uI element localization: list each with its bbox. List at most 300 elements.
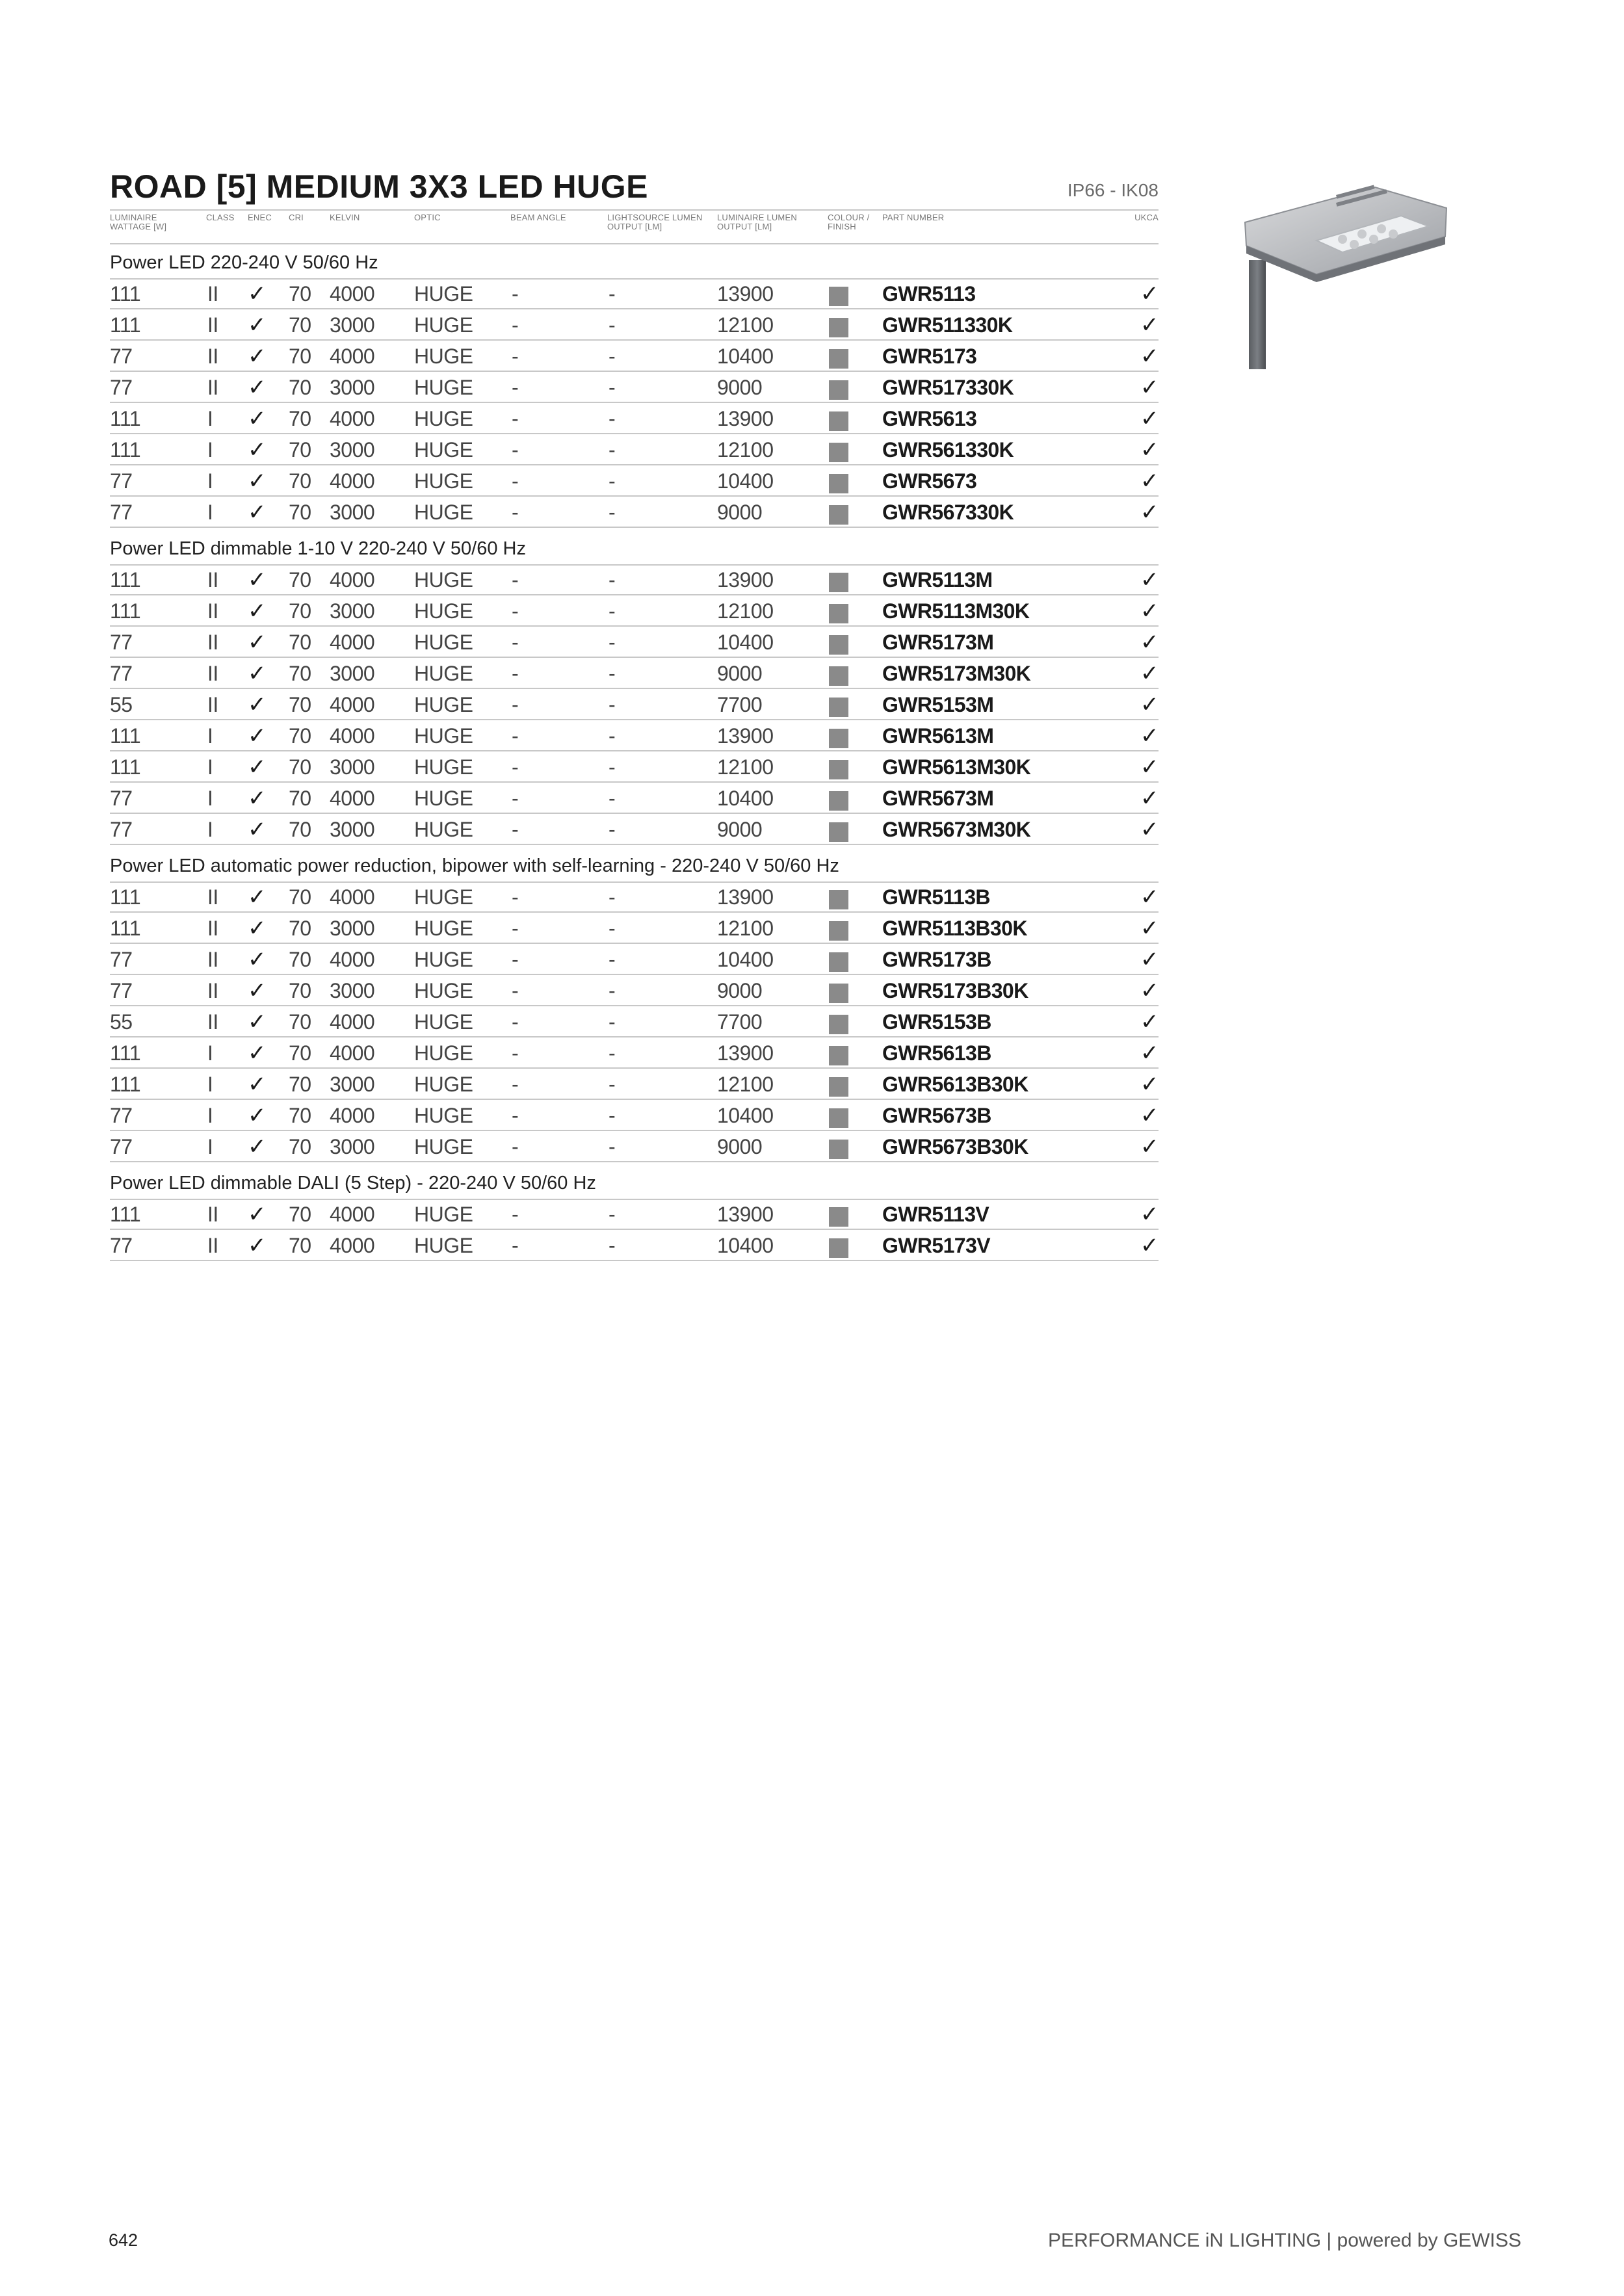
cell-optic: HUGE: [414, 282, 473, 306]
cell-ukca: ✓: [1140, 630, 1159, 655]
cell-luminaire-lumen: 13900: [717, 282, 774, 306]
colour-swatch: [829, 890, 848, 909]
cell-lightsource-lumen: -: [609, 376, 616, 399]
cell-class: I: [207, 1104, 213, 1127]
pole-shape: [1249, 260, 1266, 369]
colour-swatch: [829, 505, 848, 525]
cell-beam-angle: -: [512, 755, 519, 779]
cell-wattage: 111: [110, 1041, 141, 1065]
colour-swatch: [829, 1238, 848, 1258]
cell-optic: HUGE: [414, 376, 473, 399]
cell-ukca: ✓: [1140, 281, 1159, 306]
cell-luminaire-lumen: 13900: [717, 885, 774, 909]
header-ukca: UKCA: [1134, 213, 1159, 222]
cell-kelvin: 3000: [330, 599, 375, 623]
colour-swatch: [829, 349, 848, 369]
cell-enec: ✓: [248, 406, 266, 431]
cell-lightsource-lumen: -: [609, 438, 616, 462]
cell-beam-angle: -: [512, 438, 519, 462]
cell-part-number: GWR5113B: [882, 885, 990, 909]
cell-kelvin: 4000: [330, 948, 375, 971]
cell-wattage: 77: [110, 631, 133, 654]
cell-part-number: GWR5613: [882, 407, 977, 430]
cell-beam-angle: -: [512, 599, 519, 623]
cell-class: II: [207, 885, 218, 909]
cell-part-number: GWR5113V: [882, 1203, 989, 1226]
cell-luminaire-lumen: 10400: [717, 1104, 774, 1127]
cell-class: II: [207, 345, 218, 368]
cell-luminaire-lumen: 13900: [717, 1203, 774, 1226]
cell-lightsource-lumen: -: [609, 501, 616, 524]
cell-beam-angle: -: [512, 282, 519, 306]
cell-ukca: ✓: [1140, 885, 1159, 909]
cell-cri: 70: [289, 1073, 311, 1096]
cell-ukca: ✓: [1140, 567, 1159, 592]
cell-luminaire-lumen: 13900: [717, 724, 774, 748]
cell-cri: 70: [289, 755, 311, 779]
cell-beam-angle: -: [512, 787, 519, 810]
cell-enec: ✓: [248, 885, 266, 909]
cell-cri: 70: [289, 1203, 311, 1226]
cell-enec: ✓: [248, 375, 266, 400]
cell-cri: 70: [289, 787, 311, 810]
cell-wattage: 77: [110, 501, 133, 524]
cell-lightsource-lumen: -: [609, 948, 616, 971]
cell-beam-angle: -: [512, 1041, 519, 1065]
table-row: [110, 341, 1159, 372]
cell-cri: 70: [289, 885, 311, 909]
cell-lightsource-lumen: -: [609, 755, 616, 779]
table-row: [110, 627, 1159, 658]
cell-wattage: 77: [110, 787, 133, 810]
group-title: Power LED dimmable 1-10 V 220-240 V 50/60 Hz: [110, 538, 526, 559]
cell-wattage: 111: [110, 1073, 141, 1096]
cell-kelvin: 4000: [330, 1041, 375, 1065]
cell-cri: 70: [289, 407, 311, 430]
cell-part-number: GWR5613M30K: [882, 755, 1031, 779]
table-row: [110, 1006, 1159, 1037]
cell-part-number: GWR5673M30K: [882, 818, 1031, 841]
cell-optic: HUGE: [414, 568, 473, 592]
table-row: [110, 783, 1159, 814]
cell-cri: 70: [289, 438, 311, 462]
header-part-number: PART NUMBER: [882, 213, 945, 222]
colour-swatch: [829, 380, 848, 400]
colour-swatch: [829, 1140, 848, 1159]
colour-swatch: [829, 822, 848, 842]
cell-ukca: ✓: [1140, 947, 1159, 972]
table-row: [110, 913, 1159, 944]
cell-enec: ✓: [248, 1202, 266, 1227]
cell-wattage: 55: [110, 1010, 133, 1034]
cell-enec: ✓: [248, 344, 266, 369]
cell-lightsource-lumen: -: [609, 917, 616, 940]
cell-enec: ✓: [248, 786, 266, 811]
cell-beam-angle: -: [512, 1010, 519, 1034]
cell-enec: ✓: [248, 1041, 266, 1065]
cell-beam-angle: -: [512, 469, 519, 493]
cell-luminaire-lumen: 12100: [717, 313, 774, 337]
table-row: [110, 278, 1159, 309]
cell-enec: ✓: [248, 755, 266, 779]
cell-optic: HUGE: [414, 662, 473, 685]
cell-part-number: GWR5173: [882, 345, 977, 368]
cell-lightsource-lumen: -: [609, 345, 616, 368]
cell-cri: 70: [289, 631, 311, 654]
cell-kelvin: 4000: [330, 407, 375, 430]
cell-enec: ✓: [248, 1134, 266, 1159]
cell-cri: 70: [289, 1041, 311, 1065]
cell-enec: ✓: [248, 437, 266, 462]
colour-swatch: [829, 1046, 848, 1065]
cell-kelvin: 3000: [330, 755, 375, 779]
cell-optic: HUGE: [414, 948, 473, 971]
cell-kelvin: 4000: [330, 693, 375, 716]
header-enec: ENEC: [248, 213, 272, 222]
cell-class: I: [207, 1073, 213, 1096]
cell-cri: 70: [289, 568, 311, 592]
cell-beam-angle: -: [512, 345, 519, 368]
cell-class: II: [207, 1203, 218, 1226]
cell-ukca: ✓: [1140, 469, 1159, 493]
cell-part-number: GWR5673B30K: [882, 1135, 1028, 1158]
cell-class: I: [207, 755, 213, 779]
cell-wattage: 77: [110, 948, 133, 971]
cell-part-number: GWR5613B30K: [882, 1073, 1028, 1096]
cell-lightsource-lumen: -: [609, 693, 616, 716]
cell-wattage: 111: [110, 599, 141, 623]
cell-ukca: ✓: [1140, 1134, 1159, 1159]
cell-cri: 70: [289, 693, 311, 716]
cell-optic: HUGE: [414, 1073, 473, 1096]
table-row: [110, 720, 1159, 751]
cell-lightsource-lumen: -: [609, 1010, 616, 1034]
cell-kelvin: 4000: [330, 724, 375, 748]
cell-optic: HUGE: [414, 345, 473, 368]
cell-enec: ✓: [248, 630, 266, 655]
cell-class: II: [207, 313, 218, 337]
cell-lightsource-lumen: -: [609, 979, 616, 1002]
cell-cri: 70: [289, 818, 311, 841]
cell-ukca: ✓: [1140, 724, 1159, 748]
cell-beam-angle: -: [512, 376, 519, 399]
cell-luminaire-lumen: 12100: [717, 438, 774, 462]
colour-swatch: [829, 1015, 848, 1034]
table-header: [110, 213, 1159, 242]
cell-part-number: GWR5173M30K: [882, 662, 1031, 685]
cell-part-number: GWR517330K: [882, 376, 1014, 399]
cell-enec: ✓: [248, 1103, 266, 1128]
colour-swatch: [829, 287, 848, 306]
cell-optic: HUGE: [414, 979, 473, 1002]
cell-ukca: ✓: [1140, 313, 1159, 337]
colour-swatch: [829, 921, 848, 941]
cell-enec: ✓: [248, 469, 266, 493]
cell-ukca: ✓: [1140, 755, 1159, 779]
cell-optic: HUGE: [414, 724, 473, 748]
cell-beam-angle: -: [512, 1104, 519, 1127]
cell-kelvin: 3000: [330, 1073, 375, 1096]
cell-beam-angle: -: [512, 313, 519, 337]
cell-part-number: GWR5673: [882, 469, 977, 493]
cell-luminaire-lumen: 10400: [717, 1234, 774, 1257]
cell-optic: HUGE: [414, 1104, 473, 1127]
cell-ukca: ✓: [1140, 437, 1159, 462]
cell-wattage: 77: [110, 1234, 133, 1257]
table-row: [110, 1199, 1159, 1230]
cell-ukca: ✓: [1140, 786, 1159, 811]
cell-class: II: [207, 631, 218, 654]
cell-ukca: ✓: [1140, 1072, 1159, 1097]
header-optic: OPTIC: [414, 213, 441, 222]
cell-beam-angle: -: [512, 501, 519, 524]
cell-luminaire-lumen: 9000: [717, 1135, 763, 1158]
group-title: Power LED automatic power reduction, bipower with self-learning - 220-240 V 50/60 Hz: [110, 855, 839, 876]
colour-swatch: [829, 1108, 848, 1128]
cell-optic: HUGE: [414, 599, 473, 623]
cell-optic: HUGE: [414, 1203, 473, 1226]
cell-wattage: 111: [110, 885, 141, 909]
cell-class: I: [207, 469, 213, 493]
cell-part-number: GWR5113: [882, 282, 976, 306]
table-row: [110, 309, 1159, 341]
table-row: [110, 658, 1159, 689]
cell-beam-angle: -: [512, 948, 519, 971]
cell-ukca: ✓: [1140, 1103, 1159, 1128]
table-row: [110, 564, 1159, 595]
cell-luminaire-lumen: 12100: [717, 755, 774, 779]
cell-part-number: GWR5153M: [882, 693, 994, 716]
cell-wattage: 77: [110, 376, 133, 399]
cell-wattage: 77: [110, 818, 133, 841]
table-row: [110, 434, 1159, 465]
cell-luminaire-lumen: 13900: [717, 407, 774, 430]
cell-wattage: 111: [110, 282, 141, 306]
cell-part-number: GWR5113M30K: [882, 599, 1030, 623]
cell-kelvin: 4000: [330, 469, 375, 493]
cell-optic: HUGE: [414, 1135, 473, 1158]
cell-optic: HUGE: [414, 438, 473, 462]
cell-lightsource-lumen: -: [609, 568, 616, 592]
cell-kelvin: 3000: [330, 917, 375, 940]
cell-kelvin: 4000: [330, 345, 375, 368]
cell-class: II: [207, 693, 218, 716]
table-row: [110, 814, 1159, 845]
cell-beam-angle: -: [512, 1203, 519, 1226]
cell-kelvin: 4000: [330, 1010, 375, 1034]
cell-wattage: 77: [110, 1104, 133, 1127]
cell-ukca: ✓: [1140, 375, 1159, 400]
cell-part-number: GWR5173B: [882, 948, 991, 971]
cell-optic: HUGE: [414, 313, 473, 337]
cell-luminaire-lumen: 7700: [717, 693, 763, 716]
header-beam-angle: BEAM ANGLE: [510, 213, 566, 222]
cell-kelvin: 4000: [330, 1234, 375, 1257]
protection-rating: IP66 - IK08: [1067, 180, 1159, 200]
cell-ukca: ✓: [1140, 916, 1159, 941]
cell-optic: HUGE: [414, 501, 473, 524]
cell-optic: HUGE: [414, 631, 473, 654]
table-row: [110, 1037, 1159, 1069]
cell-ukca: ✓: [1140, 661, 1159, 686]
cell-lightsource-lumen: -: [609, 313, 616, 337]
table-row: [110, 944, 1159, 975]
cell-enec: ✓: [248, 1010, 266, 1034]
footer-brand: PERFORMANCE iN LIGHTING | powered by GEWISS: [1048, 2230, 1521, 2251]
cell-enec: ✓: [248, 313, 266, 337]
table-row: [110, 751, 1159, 783]
cell-beam-angle: -: [512, 662, 519, 685]
cell-wattage: 77: [110, 979, 133, 1002]
header-colour-finish: COLOUR / FINISH: [828, 213, 870, 231]
cell-part-number: GWR5673B: [882, 1104, 991, 1127]
cell-lightsource-lumen: -: [609, 818, 616, 841]
title-divider: [110, 209, 1159, 211]
group-title: Power LED 220-240 V 50/60 Hz: [110, 252, 378, 273]
colour-swatch: [829, 443, 848, 462]
table-row: [110, 465, 1159, 497]
cell-wattage: 111: [110, 568, 141, 592]
cell-beam-angle: -: [512, 693, 519, 716]
cell-beam-angle: -: [512, 818, 519, 841]
cell-cri: 70: [289, 599, 311, 623]
table-row: [110, 1131, 1159, 1162]
cell-class: II: [207, 599, 218, 623]
cell-cri: 70: [289, 1135, 311, 1158]
cell-class: I: [207, 438, 213, 462]
cell-lightsource-lumen: -: [609, 1135, 616, 1158]
cell-ukca: ✓: [1140, 1202, 1159, 1227]
cell-luminaire-lumen: 10400: [717, 948, 774, 971]
cell-optic: HUGE: [414, 917, 473, 940]
cell-wattage: 111: [110, 438, 141, 462]
cell-class: II: [207, 376, 218, 399]
header-kelvin: KELVIN: [330, 213, 360, 222]
header-wattage: LUMINAIRE WATTAGE [W]: [110, 213, 167, 231]
cell-kelvin: 4000: [330, 568, 375, 592]
cell-lightsource-lumen: -: [609, 469, 616, 493]
cell-lightsource-lumen: -: [609, 662, 616, 685]
colour-swatch: [829, 698, 848, 717]
cell-optic: HUGE: [414, 1041, 473, 1065]
cell-part-number: GWR5113M: [882, 568, 993, 592]
cell-ukca: ✓: [1140, 599, 1159, 623]
cell-enec: ✓: [248, 1233, 266, 1258]
cell-kelvin: 4000: [330, 282, 375, 306]
cell-enec: ✓: [248, 978, 266, 1003]
table-row: [110, 497, 1159, 528]
cell-class: I: [207, 787, 213, 810]
cell-kelvin: 3000: [330, 818, 375, 841]
cell-wattage: 77: [110, 1135, 133, 1158]
cell-beam-angle: -: [512, 1073, 519, 1096]
cell-lightsource-lumen: -: [609, 1104, 616, 1127]
header-luminaire-lumen: LUMINAIRE LUMEN OUTPUT [LM]: [717, 213, 797, 231]
cell-part-number: GWR5173M: [882, 631, 994, 654]
cell-cri: 70: [289, 979, 311, 1002]
cell-beam-angle: -: [512, 407, 519, 430]
cell-enec: ✓: [248, 567, 266, 592]
cell-beam-angle: -: [512, 979, 519, 1002]
table-row: [110, 689, 1159, 720]
cell-ukca: ✓: [1140, 692, 1159, 717]
cell-optic: HUGE: [414, 885, 473, 909]
cell-cri: 70: [289, 948, 311, 971]
cell-kelvin: 4000: [330, 885, 375, 909]
cell-lightsource-lumen: -: [609, 1073, 616, 1096]
cell-enec: ✓: [248, 1072, 266, 1097]
header-divider: [110, 243, 1159, 244]
cell-luminaire-lumen: 10400: [717, 787, 774, 810]
cell-luminaire-lumen: 12100: [717, 599, 774, 623]
table-row: [110, 1069, 1159, 1100]
cell-beam-angle: -: [512, 1234, 519, 1257]
colour-swatch: [829, 791, 848, 811]
cell-optic: HUGE: [414, 1010, 473, 1034]
cell-ukca: ✓: [1140, 1233, 1159, 1258]
cell-luminaire-lumen: 13900: [717, 1041, 774, 1065]
cell-cri: 70: [289, 376, 311, 399]
cell-wattage: 111: [110, 407, 141, 430]
colour-swatch: [829, 984, 848, 1003]
cell-ukca: ✓: [1140, 500, 1159, 525]
cell-luminaire-lumen: 10400: [717, 469, 774, 493]
luminaire-image: [1238, 182, 1460, 377]
cell-cri: 70: [289, 1234, 311, 1257]
cell-part-number: GWR5673M: [882, 787, 994, 810]
table-row: [110, 595, 1159, 627]
table-row: [110, 881, 1159, 913]
table-row: [110, 403, 1159, 434]
cell-part-number: GWR561330K: [882, 438, 1014, 462]
cell-class: I: [207, 724, 213, 748]
cell-optic: HUGE: [414, 787, 473, 810]
page-number: 642: [109, 2230, 138, 2250]
cell-part-number: GWR5173B30K: [882, 979, 1028, 1002]
cell-ukca: ✓: [1140, 406, 1159, 431]
cell-wattage: 77: [110, 662, 133, 685]
colour-swatch: [829, 604, 848, 623]
cell-wattage: 77: [110, 469, 133, 493]
cell-lightsource-lumen: -: [609, 631, 616, 654]
cell-optic: HUGE: [414, 693, 473, 716]
colour-swatch: [829, 1077, 848, 1097]
cell-cri: 70: [289, 1010, 311, 1034]
cell-lightsource-lumen: -: [609, 724, 616, 748]
cell-kelvin: 3000: [330, 438, 375, 462]
cell-wattage: 111: [110, 724, 141, 748]
cell-cri: 70: [289, 345, 311, 368]
table-row: [110, 1230, 1159, 1261]
cell-class: II: [207, 282, 218, 306]
cell-lightsource-lumen: -: [609, 1234, 616, 1257]
cell-part-number: GWR511330K: [882, 313, 1013, 337]
cell-class: II: [207, 662, 218, 685]
cell-enec: ✓: [248, 692, 266, 717]
colour-swatch: [829, 666, 848, 686]
cell-wattage: 111: [110, 313, 141, 337]
cell-part-number: GWR5613B: [882, 1041, 991, 1065]
cell-luminaire-lumen: 9000: [717, 818, 763, 841]
page-title: ROAD [5] MEDIUM 3X3 LED HUGE: [110, 168, 648, 205]
cell-class: II: [207, 948, 218, 971]
cell-lightsource-lumen: -: [609, 282, 616, 306]
colour-swatch: [829, 760, 848, 779]
cell-ukca: ✓: [1140, 1041, 1159, 1065]
cell-luminaire-lumen: 9000: [717, 501, 763, 524]
cell-beam-angle: -: [512, 885, 519, 909]
cell-wattage: 55: [110, 693, 133, 716]
